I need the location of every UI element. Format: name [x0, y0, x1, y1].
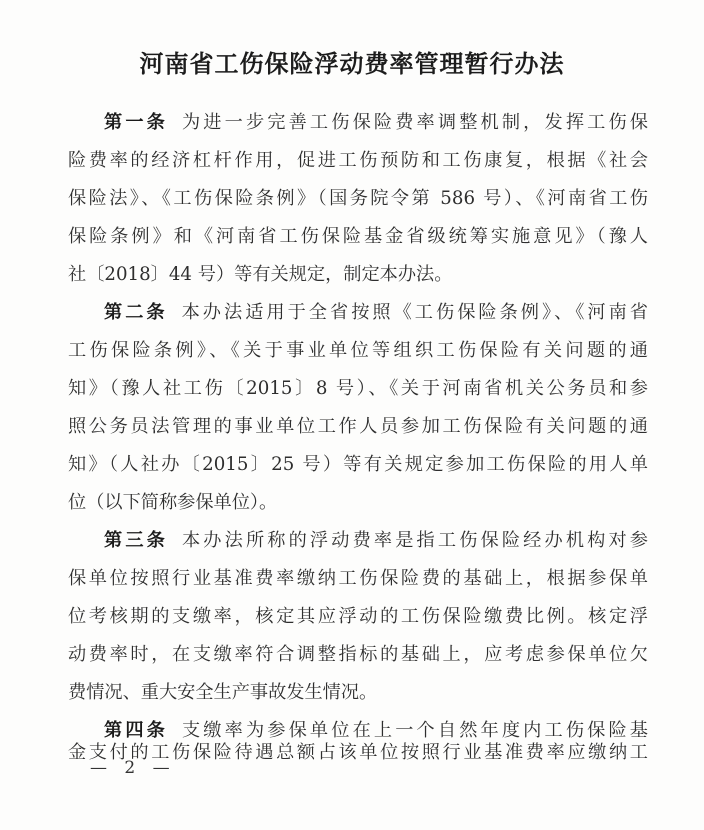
article-3-label: 第三条 — [104, 530, 168, 551]
article-3-line-1 — [104, 526, 648, 556]
page-number: — 2 — — [90, 758, 176, 778]
article-4-label: 第四条 — [104, 720, 168, 741]
article-1-line-5: 社〔2018〕44 号）等有关规定，制定本办法。 — [68, 264, 453, 285]
article-2-line-1 — [104, 298, 648, 328]
article-3-line-2: 保单位按照行业基准费率缴纳工伤保险费的基础上，根据参保单 — [68, 568, 648, 589]
article-2-line-3: 知》（豫人社工伤〔2015〕8 号）、《关于河南省机关公务员和参 — [68, 378, 648, 399]
article-1-line-4: 保险条例》和《河南省工伤保险基金省级统筹实施意见》（豫人 — [68, 226, 648, 247]
article-4-text-1: 支缴率为参保单位在上一个自然年度内工伤保险基 — [181, 720, 648, 741]
document-title: 河南省工伤保险浮动费率管理暂行办法 — [139, 49, 565, 78]
article-1-line-1 — [104, 108, 648, 138]
article-2-line-2: 工伤保险条例》、《关于事业单位等组织工伤保险有关问题的通 — [68, 340, 648, 361]
article-3-line-4: 动费率时，在支缴率符合调整指标的基础上，应考虑参保单位欠 — [68, 644, 648, 665]
article-2-text-1: 本办法适用于全省按照《工伤保险条例》、《河南省 — [181, 302, 648, 323]
article-4-line-2: 金支付的工伤保险待遇总额占该单位按照行业基准费率应缴纳工 — [68, 742, 648, 763]
article-1-label: 第一条 — [104, 112, 168, 133]
article-2-line-6: 位（以下简称参保单位）。 — [68, 492, 278, 513]
article-2-label: 第二条 — [104, 302, 168, 323]
article-1-line-2: 险费率的经济杠杆作用，促进工伤预防和工伤康复，根据《社会 — [68, 150, 648, 171]
article-2-line-4: 照公务员法管理的事业单位工作人员参加工伤保险有关问题的通 — [68, 416, 648, 437]
article-1-line-3: 保险法》、《工伤保险条例》（国务院令第 586 号）、《河南省工伤 — [68, 188, 648, 209]
article-2-line-5: 知》（人社办〔2015〕25 号）等有关规定参加工伤保险的用人单 — [68, 454, 648, 475]
article-3-text-1: 本办法所称的浮动费率是指工伤保险经办机构对参 — [181, 530, 648, 551]
article-1-text-1: 为进一步完善工伤保险费率调整机制，发挥工伤保 — [181, 112, 648, 133]
article-3-line-3: 位考核期的支缴率，核定其应浮动的工伤保险缴费比例。核定浮 — [68, 606, 648, 627]
article-3-line-5: 费情况、重大安全生产事故发生情况。 — [68, 682, 378, 703]
